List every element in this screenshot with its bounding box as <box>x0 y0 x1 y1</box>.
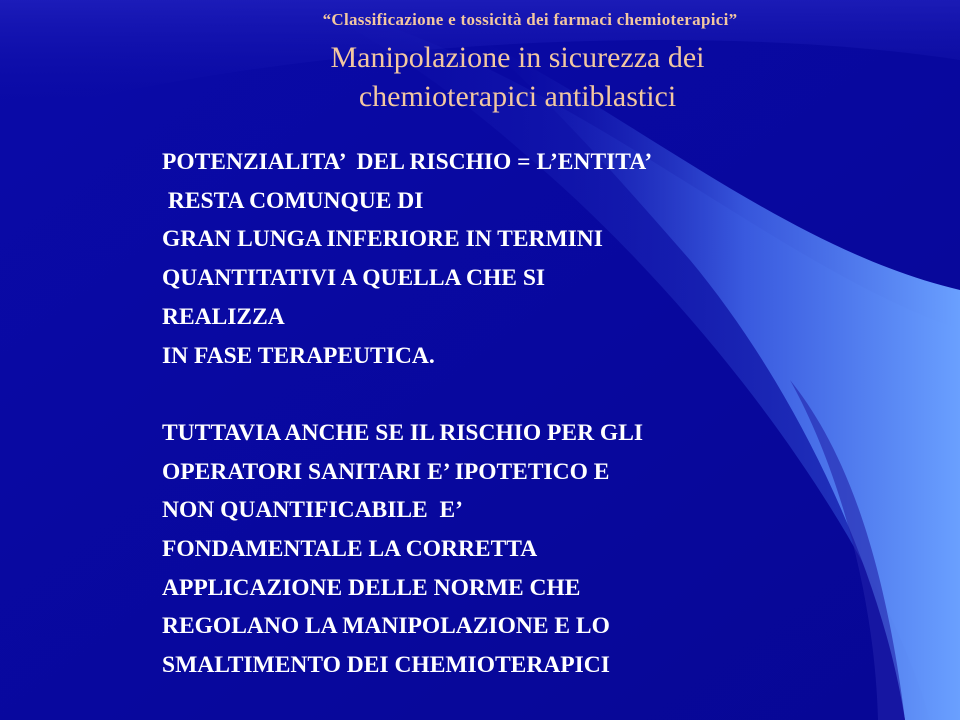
body-line: QUANTITATIVI A QUELLA CHE SI <box>162 265 546 292</box>
body-line: NON QUANTIFICABILE E’ <box>162 497 463 524</box>
body-line: POTENZIALITA’ DEL RISCHIO = L’ENTITA’ <box>162 149 653 175</box>
slide-body <box>162 143 862 685</box>
body-line: REALIZZA <box>162 303 285 330</box>
body-line: IN FASE TERAPEUTICA. <box>162 342 435 369</box>
slide-title-line-1: Manipolazione in sicurezza dei <box>330 41 705 74</box>
slide-title <box>0 38 960 116</box>
slide-title-line-2: chemioterapici antiblastici <box>358 80 677 113</box>
body-line: SMALTIMENTO DEI CHEMIOTERAPICI <box>162 652 610 679</box>
body-line: TUTTAVIA ANCHE SE IL RISCHIO PER GLI <box>162 419 644 446</box>
slide-subtitle: “Classificazione e tossicità dei farmaci chemioterapici” <box>322 10 738 29</box>
body-line: REGOLANO LA MANIPOLAZIONE E LO <box>162 613 610 640</box>
body-line: GRAN LUNGA INFERIORE IN TERMINI <box>162 226 603 253</box>
body-line: RESTA COMUNQUE DI <box>162 187 424 214</box>
body-line: APPLICAZIONE DELLE NORME CHE <box>162 574 581 601</box>
body-line: OPERATORI SANITARI E’ IPOTETICO E <box>162 458 610 485</box>
body-line-blank <box>162 375 862 414</box>
body-line: FONDAMENTALE LA CORRETTA <box>162 536 538 563</box>
